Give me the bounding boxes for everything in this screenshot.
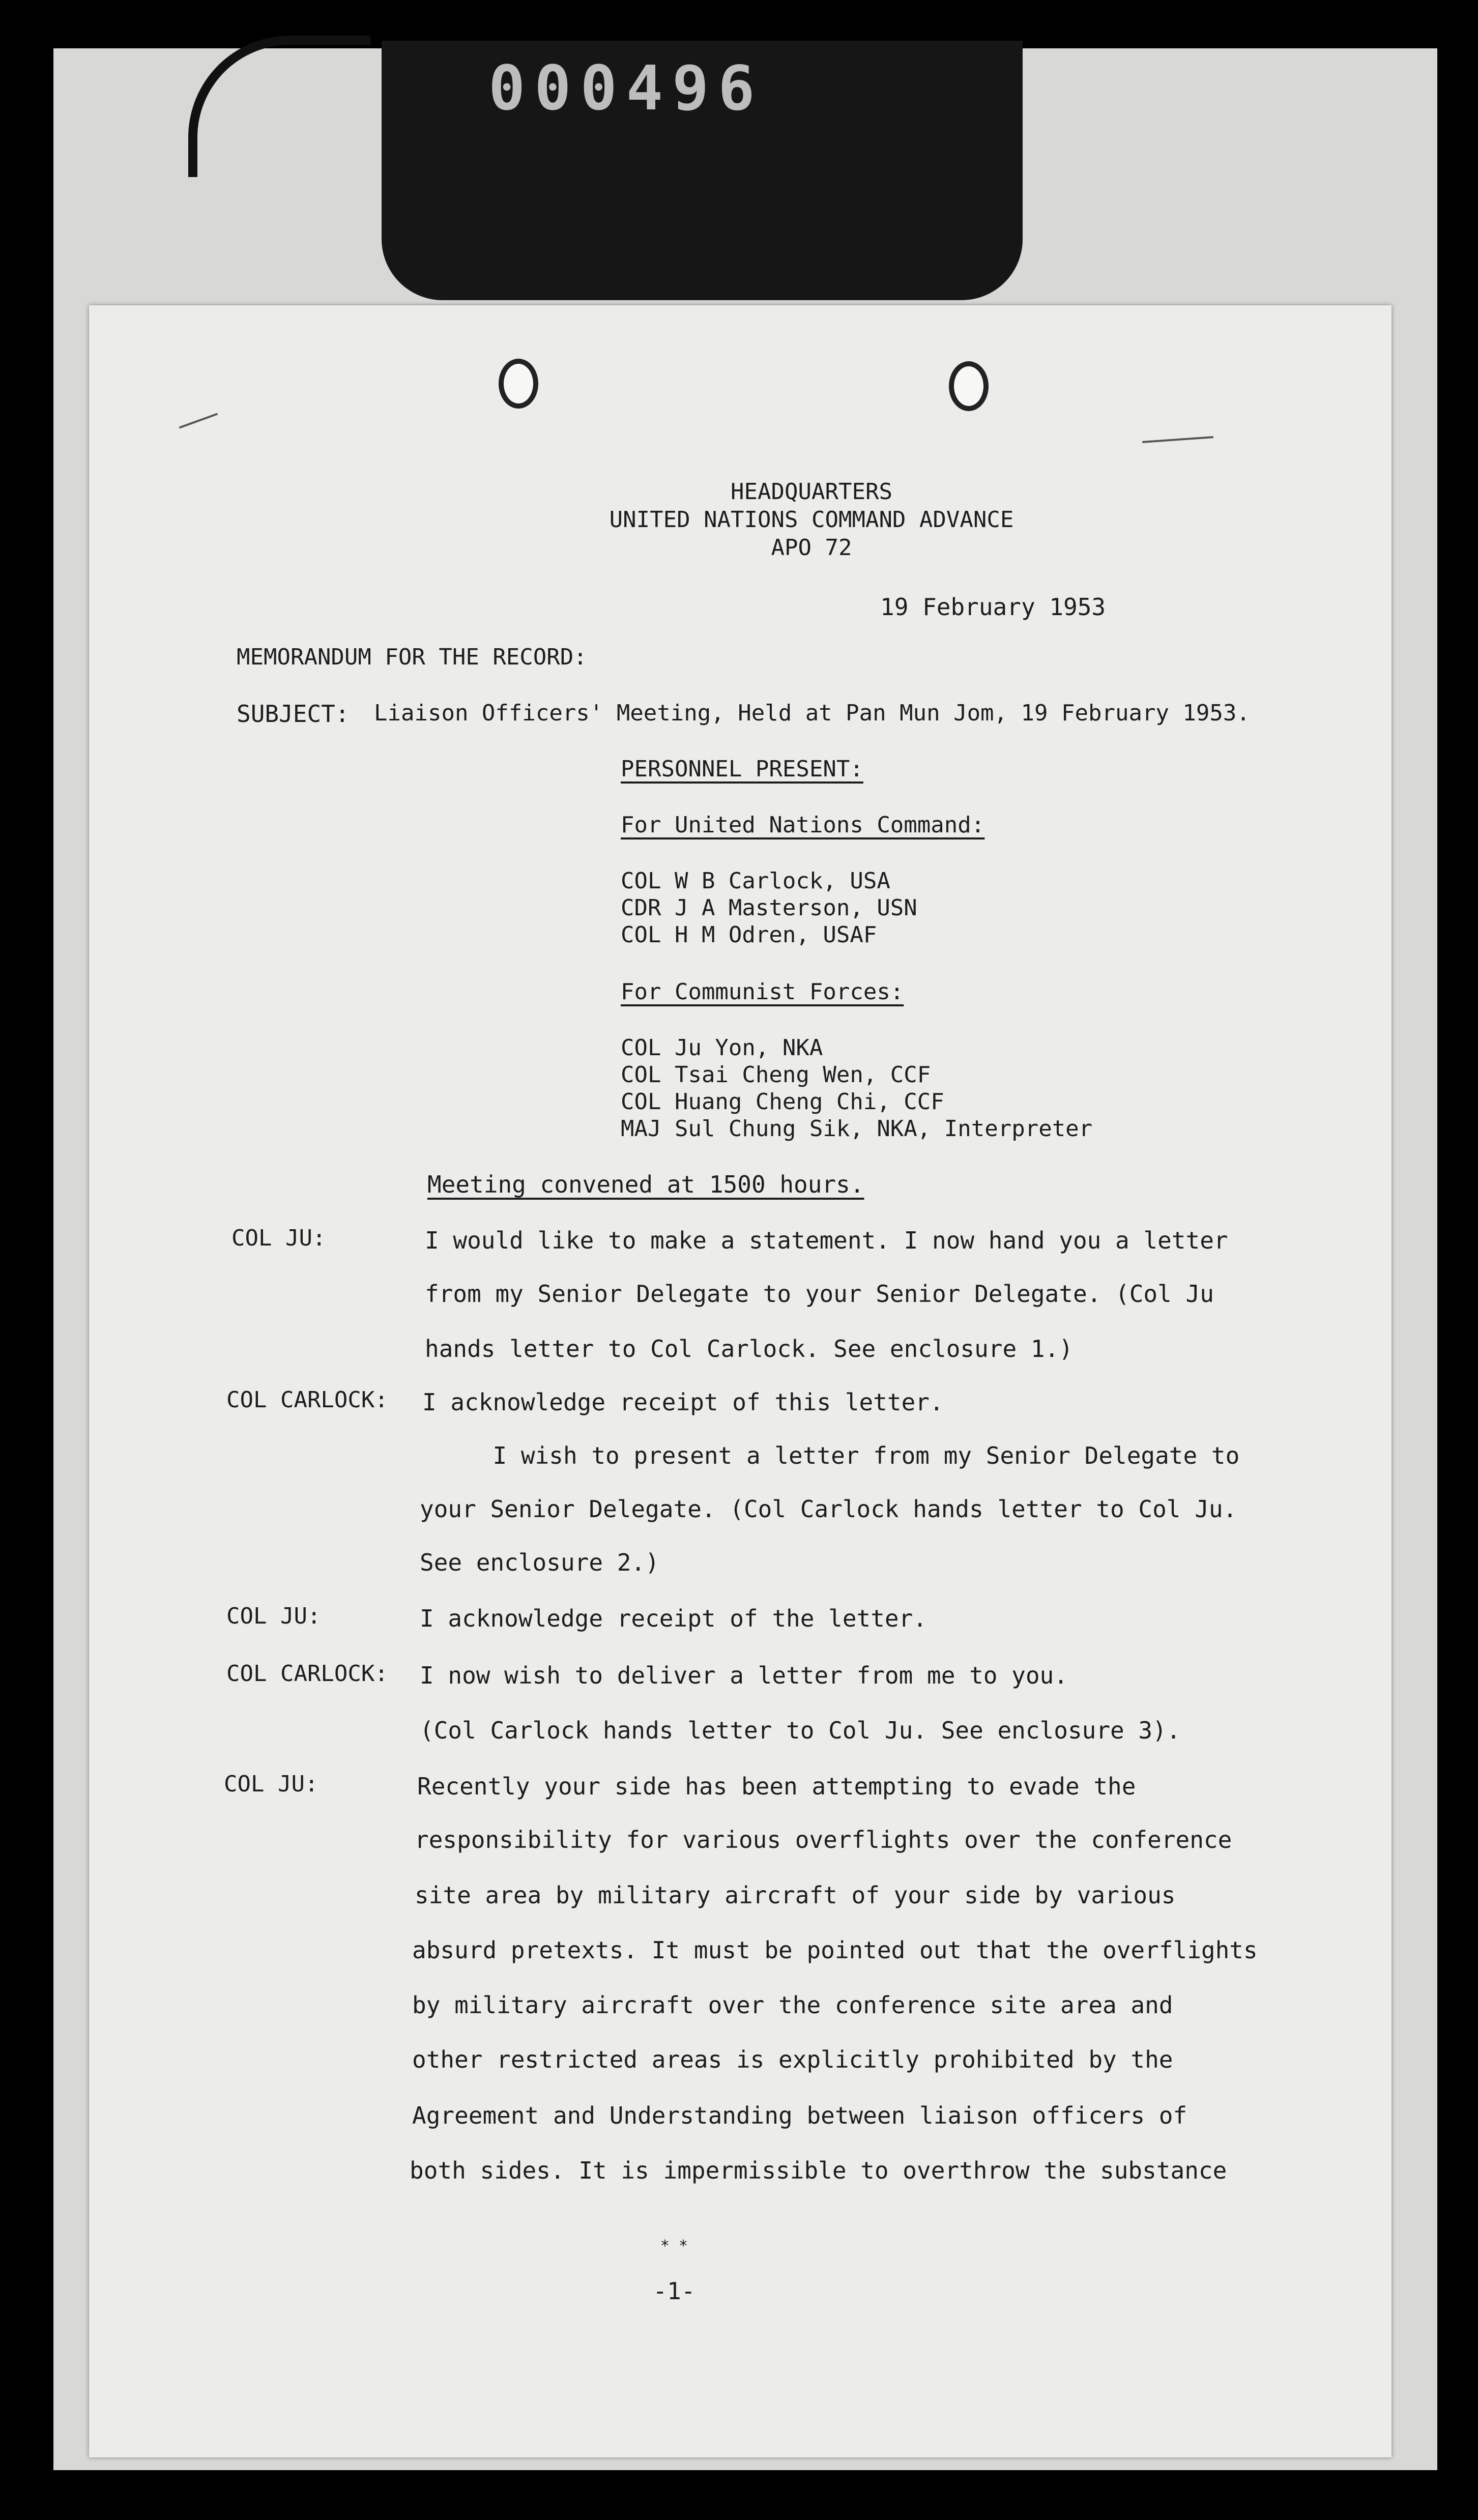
dialogue-line: responsibility for various overflights over the conference [415, 1826, 1232, 1853]
punch-hole-right [949, 361, 989, 411]
meeting-convened: Meeting convened at 1500 hours. [427, 1171, 864, 1198]
un-member: CDR J A Masterson, USN [621, 895, 917, 921]
communist-member: COL Tsai Cheng Wen, CCF [621, 1062, 931, 1088]
dialogue-line: by military aircraft over the conference site area and [412, 1991, 1173, 2019]
dialogue-line: site area by military aircraft of your side by various [415, 1881, 1176, 1909]
dialogue-line: See enclosure 2.) [420, 1549, 659, 1576]
communist-member: COL Huang Cheng Chi, CCF [621, 1089, 944, 1115]
speaker-label: COL CARLOCK: [226, 1661, 388, 1687]
dialogue-line: Agreement and Understanding between liaison officers of [412, 2102, 1187, 2129]
dialogue-line: I now wish to deliver a letter from me to you. [420, 1662, 1068, 1689]
dialogue-line: from my Senior Delegate to your Senior Delegate. (Col Ju [425, 1280, 1214, 1308]
dialogue-line: I acknowledge receipt of the letter. [420, 1605, 927, 1632]
punch-hole-left [499, 359, 538, 409]
page-number: -1- [653, 2277, 695, 2305]
memo-title: MEMORANDUM FOR THE RECORD: [237, 644, 587, 670]
subject-label: SUBJECT: [237, 700, 350, 728]
header-line-2: UNITED NATIONS COMMAND ADVANCE [609, 507, 1014, 533]
un-member: COL H M Odren, USAF [621, 922, 877, 948]
header-line-1: HEADQUARTERS [731, 479, 892, 505]
stray-mark-right [1142, 436, 1213, 443]
dialogue-line: other restricted areas is explicitly prohibited by the [412, 2046, 1173, 2073]
dialogue-line: both sides. It is impermissible to overthrow the substance [410, 2157, 1227, 2184]
dialogue-line: hands letter to Col Carlock. See enclosure 1.) [425, 1335, 1073, 1363]
communist-member: MAJ Sul Chung Sik, NKA, Interpreter [621, 1116, 1093, 1142]
dialogue-line: Recently your side has been attempting to evade the [417, 1773, 1136, 1800]
speaker-label: COL JU: [226, 1603, 321, 1629]
stray-mark-left [179, 413, 218, 428]
dialogue-line: (Col Carlock hands letter to Col Ju. See enclosure 3). [420, 1717, 1181, 1744]
dialogue-line: your Senior Delegate. (Col Carlock hands letter to Col Ju. [420, 1495, 1237, 1523]
un-member: COL W B Carlock, USA [621, 868, 890, 894]
footer-marks: * * [660, 2237, 688, 2255]
speaker-label: COL JU: [224, 1771, 318, 1797]
dialogue-line: I would like to make a statement. I now hand you a letter [425, 1227, 1228, 1254]
dialogue-line: I acknowledge receipt of this letter. [422, 1388, 944, 1416]
subject-text: Liaison Officers' Meeting, Held at Pan Mun Jom, 19 February 1953. [374, 700, 1250, 726]
frame-counter-digits: 000496 [488, 53, 764, 124]
un-heading: For United Nations Command: [621, 812, 985, 838]
memo-date: 19 February 1953 [880, 593, 1106, 621]
dialogue-line: I wish to present a letter from my Senior Delegate to [422, 1442, 1240, 1469]
speaker-label: COL CARLOCK: [226, 1387, 388, 1413]
communist-heading: For Communist Forces: [621, 979, 904, 1005]
dialogue-line: absurd pretexts. It must be pointed out that the overflights [412, 1936, 1258, 1964]
header-line-3: APO 72 [771, 535, 852, 561]
document-page [89, 305, 1392, 2457]
speaker-label: COL JU: [231, 1225, 326, 1251]
communist-member: COL Ju Yon, NKA [621, 1035, 823, 1061]
personnel-heading: PERSONNEL PRESENT: [621, 756, 863, 782]
